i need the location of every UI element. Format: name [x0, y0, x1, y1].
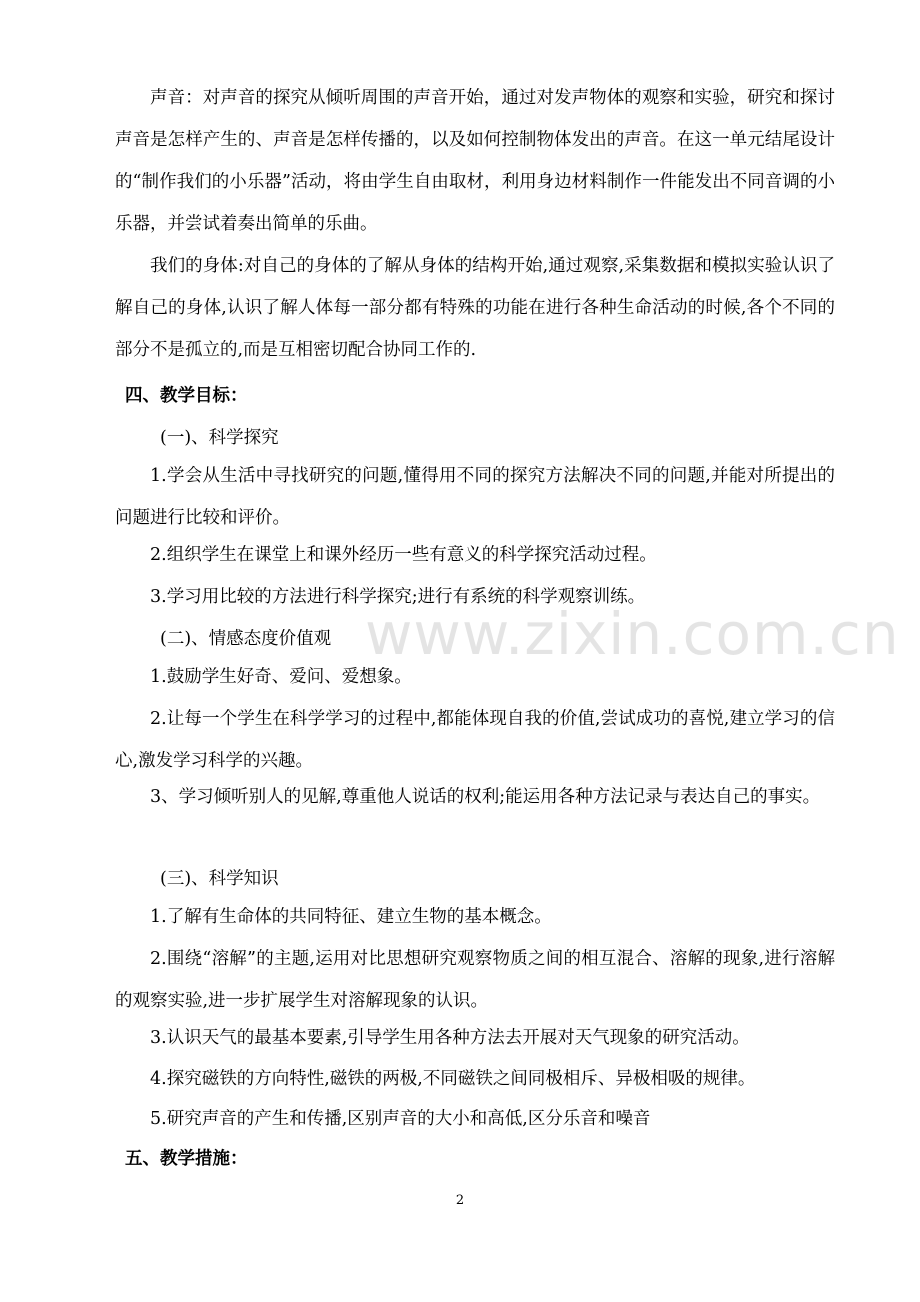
section-heading-measures: 五、教学措施： [125, 1149, 248, 1169]
list-item: 1.鼓励学生好奇、爱问、爱想象。 [150, 667, 412, 687]
list-item: 2.围绕“溶解”的主题,运用对比思想研究观察物质之间的相互混合、溶解的现象,进行溶解的观察实验,进一步扩展学生对溶解现象的认识。 [115, 949, 835, 1011]
list-item: 3.认识天气的最基本要素,引导学生用各种方法去开展对天气现象的研究活动。 [150, 1028, 750, 1048]
page-number: 2 [455, 1193, 465, 1208]
paragraph-body: 我们的身体:对自己的身体的了解从身体的结构开始,通过观察,采集数据和模拟实验认识了解自己的身体,认识了解人体每一部分都有特殊的功能在进行各种生命活动的时候,各个不同的部分不是孤立的,而是互相密切配合协同工作的. [115, 256, 835, 360]
subsection-title-knowledge: (三)、科学知识 [160, 869, 279, 889]
list-item: 4.探究磁铁的方向特性,磁铁的两极,不同磁铁之间同极相斥、异极相吸的规律。 [150, 1069, 756, 1089]
list-item: 2.让每一个学生在科学学习的过程中,都能体现自我的价值,尝试成功的喜悦,建立学习的信心,激发学习科学的兴趣。 [115, 709, 835, 771]
subsection-title-attitude: (二)、情感态度价值观 [160, 629, 332, 649]
watermark: www.zixin.com.cn [365, 600, 900, 668]
paragraph-sound: 声音：对声音的探究从倾听周围的声音开始，通过对发声物体的观察和实验，研究和探讨声音是怎样产生的、声音是怎样传播的，以及如何控制物体发出的声音。在这一单元结尾设计的“制作我们的小乐器”活动，将由学生自由取材，利用身边材料制作一件能发出不同音调的小乐器，并尝试着奏出简单的乐曲。 [115, 88, 835, 234]
section-heading-goals: 四、教学目标： [125, 386, 248, 406]
list-item: 5.研究声音的产生和传播,区别声音的大小和高低,区分乐音和噪音 [150, 1109, 651, 1129]
list-item: 1.学会从生活中寻找研究的问题,懂得用不同的探究方法解决不同的问题,并能对所提出的问题进行比较和评价。 [115, 466, 835, 528]
list-item: 3.学习用比较的方法进行科学探究;进行有系统的科学观察训练。 [150, 587, 646, 607]
subsection-title-inquiry: (一)、科学探究 [160, 428, 279, 448]
list-item: 3、学习倾听别人的见解,尊重他人说话的权利;能运用各种方法记录与表达自己的事实。 [150, 787, 821, 807]
list-item: 1.了解有生命体的共同特征、建立生物的基本概念。 [150, 907, 552, 927]
list-item: 2.组织学生在课堂上和课外经历一些有意义的科学探究活动过程。 [150, 545, 657, 565]
